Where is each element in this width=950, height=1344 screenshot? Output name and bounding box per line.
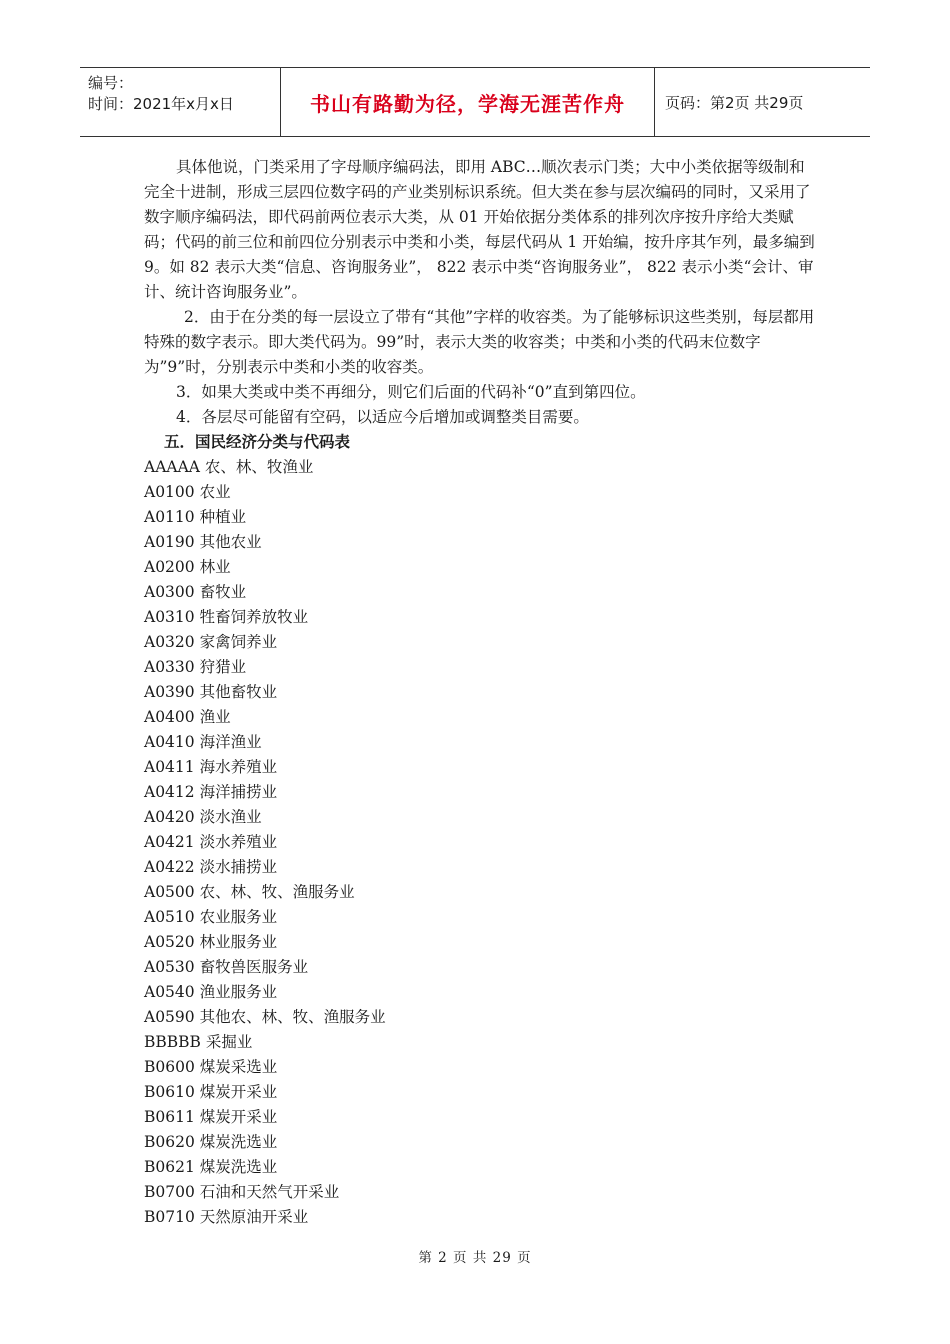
code-list-item: AAAAA 农、林、牧渔业: [144, 458, 314, 476]
code-list-item: B0600 煤炭采选业: [144, 1058, 278, 1076]
code-list-item: A0422 淡水捕捞业: [144, 858, 278, 876]
code-list-item: A0200 林业: [144, 558, 231, 576]
paragraph-1: 具体他说，门类采用了字母顺序编码法，即用 ABC…顺次表示门类；大中小类依据等级制和完全十进制，形成三层四位数字码的产业类别标识系统。但大类在参与层次编码的同时，又采用了数字顺序编码法，即代码前两位表示大类，从 01 开始依据分类体系的排列次序按升序给大类赋码；代码的前三位和前四位分别表示中类和小类，每层代码从 1 开始编，按升序其乍列，最多编到 9。如 82 表示大类“信息、咨询服务业”， 822 表示中类“咨询服务业”， 822 表示小类“会计、审计、统计咨询服务业”。: [144, 158, 815, 301]
code-list-item: A0412 海洋捕捞业: [144, 783, 278, 801]
paragraph-2: 2．由于在分类的每一层设立了带有“其他”字样的收容类。为了能够标识这些类别，每层都用特殊的数字表示。即大类代码为。99”时，表示大类的收容类；中类和小类的代码末位数字为”9”时，分别表示中类和小类的收容类。: [144, 308, 815, 376]
code-list-item: A0410 海洋渔业: [144, 733, 262, 751]
code-list-item: B0621 煤炭洗选业: [144, 1158, 278, 1176]
code-list-item: A0520 林业服务业: [144, 933, 278, 951]
code-list-item: B0610 煤炭开采业: [144, 1083, 278, 1101]
code-list-item: A0420 淡水渔业: [144, 808, 262, 826]
number-label: 编号：: [88, 74, 134, 92]
code-list-item: A0590 其他农、林、牧、渔服务业: [144, 1008, 386, 1026]
code-list-item: A0500 农、林、牧、渔服务业: [144, 883, 355, 901]
header-page-info: 页码：第2页 共29页: [665, 93, 804, 112]
code-list-item: A0530 畜牧兽医服务业: [144, 958, 309, 976]
code-list-item: A0540 渔业服务业: [144, 983, 278, 1001]
code-list-item: BBBBB 采掘业: [144, 1033, 253, 1051]
code-list-item: A0510 农业服务业: [144, 908, 278, 926]
section-heading: 五．国民经济分类与代码表: [164, 433, 351, 451]
code-list-item: B0700 石油和天然气开采业: [144, 1183, 340, 1201]
paragraph-3: 3．如果大类或中类不再细分，则它们后面的代码补“0”直到第四位。: [176, 383, 646, 401]
code-list-item: A0400 渔业: [144, 708, 231, 726]
code-list-item: B0620 煤炭洗选业: [144, 1133, 278, 1151]
code-list-item: A0190 其他农业: [144, 533, 262, 551]
page-header: [80, 67, 870, 137]
code-list-item: A0390 其他畜牧业: [144, 683, 278, 701]
page-footer: 第 2 页 共 29 页: [418, 1250, 532, 1266]
code-list-item: A0300 畜牧业: [144, 583, 247, 601]
code-list-item: A0110 种植业: [144, 508, 247, 526]
code-list-item: A0310 牲畜饲养放牧业: [144, 608, 309, 626]
header-motto: 书山有路勤为径，学海无涯苦作舟: [280, 68, 655, 136]
code-list: [144, 455, 816, 1230]
code-list-item: A0411 海水养殖业: [144, 758, 278, 776]
code-list-item: B0611 煤炭开采业: [144, 1108, 278, 1126]
code-list-item: B0710 天然原油开采业: [144, 1208, 309, 1226]
code-list-item: A0330 狩猎业: [144, 658, 247, 676]
paragraph-4: 4．各层尽可能留有空码，以适应今后增加或调整类目需要。: [176, 408, 589, 426]
code-list-item: A0320 家禽饲养业: [144, 633, 278, 651]
code-list-item: A0421 淡水养殖业: [144, 833, 278, 851]
document-body: [144, 155, 816, 1230]
code-list-item: A0100 农业: [144, 483, 231, 501]
time-label: 时间：2021年x月x日: [88, 95, 234, 113]
header-meta: [80, 68, 280, 136]
